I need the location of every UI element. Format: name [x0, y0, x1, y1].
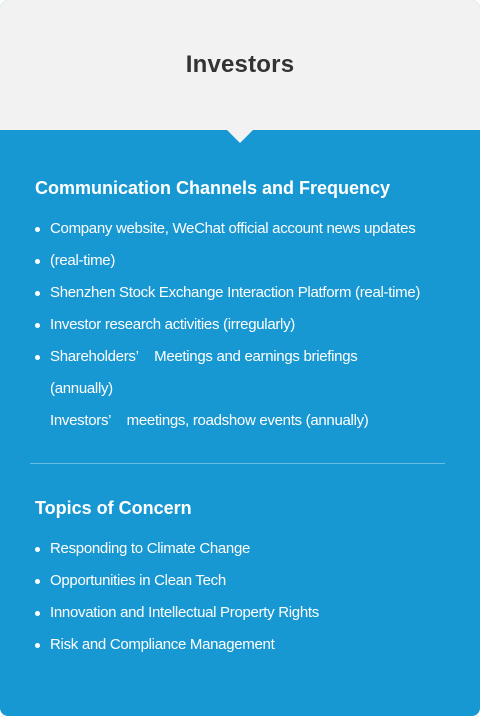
list-item-text: Investors’ meetings, roadshow events (annually) [50, 412, 369, 429]
list-item-text: Investor research activities (irregularly) [50, 316, 295, 333]
list-item-continuation [35, 405, 420, 437]
list-item-text: Company website, WeChat official account news updates [50, 220, 416, 237]
list-item-continuation [35, 373, 420, 405]
bullet-icon [35, 259, 40, 264]
card-title: Investors [185, 51, 295, 78]
topics-list [35, 533, 319, 661]
list-item-text: Shenzhen Stock Exchange Interaction Platform (real-time) [50, 284, 421, 301]
list-item [35, 277, 420, 309]
bullet-icon [35, 227, 40, 232]
list-item-text: Shareholders’ Meetings and earnings briefings [50, 348, 358, 365]
header-pointer-icon [227, 130, 253, 143]
section-divider [30, 463, 445, 464]
bullet-icon [35, 323, 40, 328]
section-title-communication: Communication Channels and Frequency [35, 178, 391, 198]
list-item-text: Responding to Climate Change [50, 540, 251, 557]
list-item [35, 533, 319, 565]
card-header [0, 0, 480, 130]
list-item [35, 565, 319, 597]
bullet-icon [35, 547, 40, 552]
list-item [35, 245, 420, 277]
list-item-text: (annually) [50, 380, 113, 397]
list-item-text: Opportunities in Clean Tech [50, 572, 226, 589]
list-item [35, 309, 420, 341]
bullet-icon [35, 579, 40, 584]
bullet-icon [35, 291, 40, 296]
bullet-icon [35, 355, 40, 360]
list-item-text: Innovation and Intellectual Property Rights [50, 604, 319, 621]
list-item [35, 629, 319, 661]
list-item [35, 213, 420, 245]
section-title-topics: Topics of Concern [35, 498, 192, 518]
communication-list [35, 213, 420, 437]
list-item-text: (real-time) [50, 252, 116, 269]
list-item [35, 597, 319, 629]
list-item-text: Risk and Compliance Management [50, 636, 275, 653]
list-item [35, 341, 420, 373]
bullet-icon [35, 611, 40, 616]
bullet-icon [35, 643, 40, 648]
